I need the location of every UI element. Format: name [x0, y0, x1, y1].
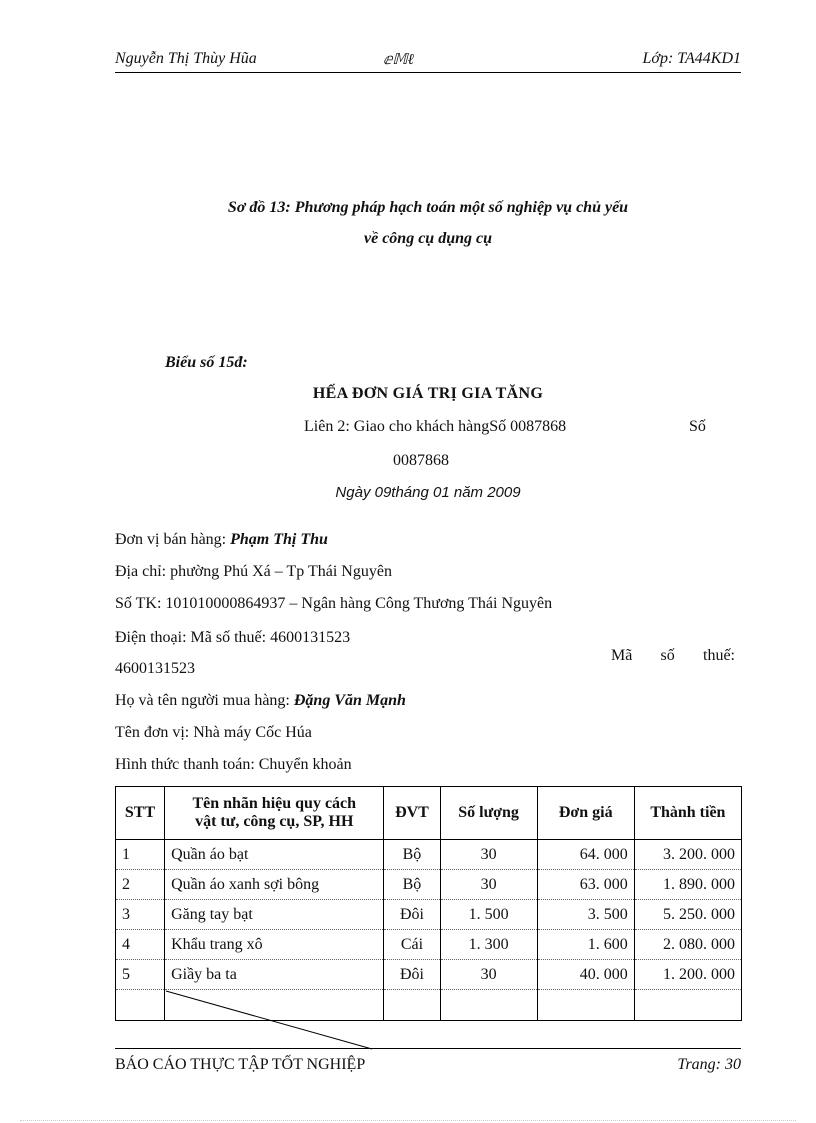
buyer-unit: Tên đơn vị: Nhà máy Cốc Húa [115, 724, 312, 741]
book-ornament-icon: ⅇ𝕄ℓ [383, 52, 414, 68]
diagram-title-line1: Sơ đồ 13: Phương pháp hạch toán một số nghiệp vụ chủ yếu [227, 199, 629, 216]
seller-address: Địa chỉ: phường Phú Xá – Tp Thái Nguyên [115, 563, 392, 580]
col-stt: STT [116, 787, 165, 840]
invoice-copy: Liên 2: Giao cho khách hàngSố 0087868 [304, 418, 567, 435]
form-number: Biểu số 15đ: [165, 354, 248, 371]
col-unit: ĐVT [384, 787, 440, 840]
table-row: 4 Khẩu trang xô Cái 1. 300 1. 600 2. 080. 000 [116, 930, 742, 960]
table-header-row [116, 787, 742, 840]
page-footer [115, 1048, 741, 1077]
report-title: BÁO CÁO THỰC TẬP TỐT NGHIỆP [115, 1056, 366, 1073]
table-row: 3 Găng tay bạt Đôi 1. 500 3. 500 5. 250. 000 [116, 900, 742, 930]
col-unit-price: Đơn giá [537, 787, 634, 840]
blank-row-diagonal-line [164, 990, 376, 1052]
payment-method: Hình thức thanh toán: Chuyển khoản [115, 756, 352, 773]
page-edge-divider [20, 1120, 796, 1121]
col-item-name: Tên nhãn hiệu quy cách vật tư, công cụ, SP, HH [165, 787, 384, 840]
seller-name: Phạm Thị Thu [230, 531, 328, 548]
buyer-name-label: Họ và tên người mua hàng: [115, 692, 290, 709]
tax-label-right [611, 647, 735, 665]
tax-word-3: thuế: [703, 647, 735, 664]
col-amount: Thành tiền [634, 787, 741, 840]
col-quantity: Số lượng [440, 787, 537, 840]
diagram-title-line2: về công cụ dụng cụ [364, 230, 492, 247]
invoice-items-table [115, 786, 742, 1021]
invoice-date: Ngày 09tháng 01 năm 2009 [335, 484, 521, 501]
seller-account: Số TK: 101010000864937 – Ngân hàng Công Thương Thái Nguyên [115, 595, 553, 612]
page-number: Trang: 30 [677, 1056, 741, 1073]
buyer-name-line [115, 692, 406, 710]
tax-word-2: số [660, 647, 675, 664]
tax-word-1: Mã [611, 647, 633, 664]
table-row: 1 Quần áo bạt Bộ 30 64. 000 3. 200. 000 [116, 840, 742, 870]
invoice-title: HẾA ĐƠN GIÁ TRỊ GIA TĂNG [312, 385, 544, 402]
diagram-title [115, 192, 741, 254]
table-row: 2 Quần áo xanh sợi bông Bộ 30 63. 000 1. 890. 000 [116, 870, 742, 900]
seller-name-line [115, 531, 328, 549]
invoice-no-label: Số [689, 418, 706, 435]
buyer-name: Đặng Văn Mạnh [293, 692, 406, 709]
class-code: Lớp: TA44KD1 [642, 50, 741, 67]
invoice-no-value: 0087868 [393, 452, 449, 469]
author-name: Nguyễn Thị Thùy Hũa [115, 50, 257, 67]
table-row: 5 Giầy ba ta Đôi 30 40. 000 1. 200. 000 [116, 960, 742, 990]
seller-name-label: Đơn vị bán hàng: [115, 531, 227, 548]
seller-phone-tax-line [115, 629, 741, 664]
page-header [115, 48, 741, 73]
seller-tax-value: 4600131523 [115, 660, 195, 677]
seller-phone: Điện thoại: Mã số thuế: 4600131523 [115, 629, 351, 646]
